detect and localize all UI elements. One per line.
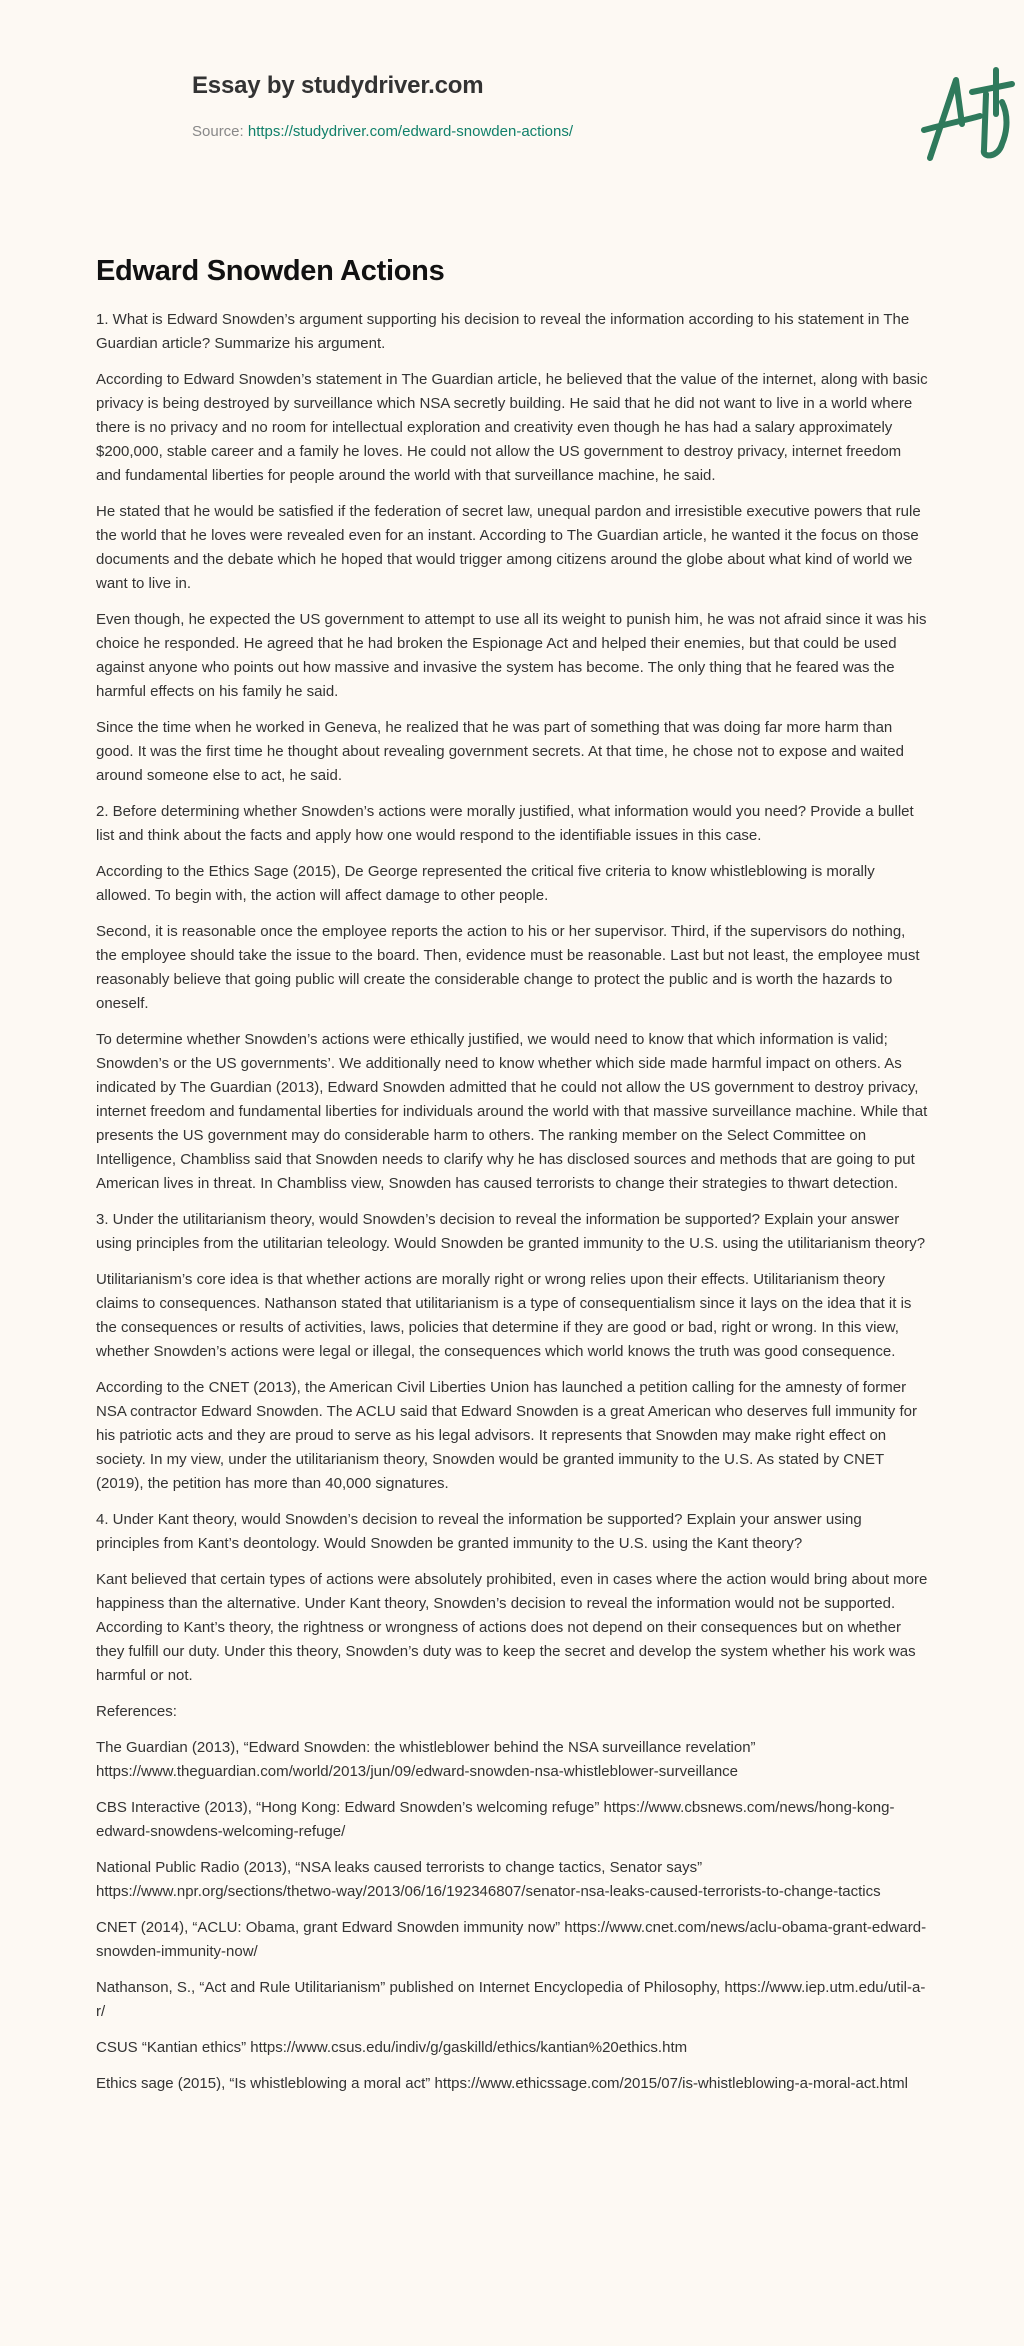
question-4: 4. Under Kant theory, would Snowden’s decision to reveal the information be supported? Explain your answer using principles from Kant’s deontology. Would Snowden be granted immunity to the U.S. using the Kant theory? [96,1511,862,1552]
document-body [96,308,928,2096]
question-3: 3. Under the utilitarianism theory, would Snowden’s decision to reveal the information be supported? Explain your answer using principles from the utilitarian teleology. Would Snowden be granted immunity to the U.S. using the utilitarianism theory? [96,1211,926,1252]
answer-paragraph: Since the time when he worked in Geneva, he realized that he was part of something that was doing far more harm than good. It was the first time he thought about revealing government secrets. At that time, he chose not to expose and waited around someone else to act, he said. [96,719,904,784]
reference-item: CBS Interactive (2013), “Hong Kong: Edward Snowden’s welcoming refuge” https://www.cbsnews.com/news/hong-kong-edward-snowdens-welcoming-refuge/ [96,1799,895,1840]
reference-item: CSUS “Kantian ethics” https://www.csus.edu/indiv/g/gaskilld/ethics/kantian%20ethics.htm [96,2039,688,2056]
question-1: 1. What is Edward Snowden’s argument supporting his decision to reveal the information according to his statement in The Guardian article? Summarize his argument. [96,311,910,352]
document-title: Edward Snowden Actions [96,255,445,287]
source-link[interactable]: https://studydriver.com/edward-snowden-actions/ [247,123,574,140]
source-label: Source: [192,123,248,140]
answer-paragraph: Second, it is reasonable once the employee reports the action to his or her supervisor. Third, if the supervisors do nothing, the employee should take the issue to the board. Then, evidence must be reasonable. Last but not least, the employee must reasonably believe that going public will create the considerable change to protect the public and is worth the hazards to oneself. [96,923,920,1012]
answer-paragraph: According to the CNET (2013), the American Civil Liberties Union has launched a petition calling for the amnesty of former NSA contractor Edward Snowden. The ACLU said that Edward Snowden is a great American who deserves full immunity for his patriotic acts and they are proud to serve as his legal advisors. It represents that Snowden may make right effect on society. In my view, under the utilitarianism theory, Snowden would be granted immunity to the U.S. As stated by CNET (2019), the petition has more than 40,000 signatures. [96,1379,917,1492]
a-plus-grade-icon [916,66,1024,166]
site-title: Essay by studydriver.com [192,72,484,99]
answer-paragraph: Utilitarianism’s core idea is that whether actions are morally right or wrong relies upon their effects. Utilitarianism theory claims to consequences. Nathanson stated that utilitarianism is a type of consequentialism since it lays on the idea that it is the consequences or results of activities, laws, policies that determine if they are good or bad, right or wrong. In this view, whether Snowden’s actions were legal or illegal, the consequences which world knows the truth was good consequence. [96,1271,912,1360]
question-2: 2. Before determining whether Snowden’s actions were morally justified, what information would you need? Provide a bullet list and think about the facts and apply how one would respond to the identifiable issues in this case. [96,803,914,844]
answer-paragraph: According to the Ethics Sage (2015), De George represented the critical five criteria to know whistleblowing is morally allowed. To begin with, the action will affect damage to other people. [96,863,875,904]
source-line [192,123,573,140]
references-list [96,1736,928,2096]
page-header [96,0,928,255]
reference-item: The Guardian (2013), “Edward Snowden: the whistleblower behind the NSA surveillance revelation” https://www.theguardian.com/world/2013/jun/09/edward-snowden-nsa-whistleblower-surveillance [96,1739,756,1780]
answer-paragraph: Even though, he expected the US government to attempt to use all its weight to punish him, he was not afraid since it was his choice he responded. He agreed that he had broken the Espionage Act and helped their enemies, but that could be used against anyone who points out how massive and invasive the system has become. The only thing that he feared was the harmful effects on his family he said. [96,611,927,700]
reference-item: National Public Radio (2013), “NSA leaks caused terrorists to change tactics, Senator says” https://www.npr.org/sections/thetwo-way/2013/06/16/192346807/senator-nsa-leaks-caused-terrorists-to-change-tactics [96,1859,881,1900]
answer-paragraph: To determine whether Snowden’s actions were ethically justified, we would need to know that which information is valid; Snowden’s or the US governments’. We additionally need to know whether which side made harmful impact on others. As indicated by The Guardian (2013), Edward Snowden admitted that he could not allow the US government to destroy privacy, internet freedom and fundamental liberties for individuals around the world with that massive surveillance machine. While that presents the US government may do considerable harm to others. The ranking member on the Select Committee on Intelligence, Chambliss said that Snowden needs to clarify why he has disclosed sources and methods that are going to put American lives in threat. In Chambliss view, Snowden has caused terrorists to change their strategies to thwart detection. [96,1031,928,1192]
answer-paragraph: According to Edward Snowden’s statement in The Guardian article, he believed that the value of the internet, along with basic privacy is being destroyed by surveillance which NSA secretly building. He said that he did not want to live in a world where there is no privacy and no room for intellectual exploration and creativity even though he has had a salary approximately $200,000, stable career and a family he loves. He could not allow the US government to destroy privacy, internet freedom and fundamental liberties for people around the world with that surveillance machine, he said. [96,371,928,484]
reference-item: Ethics sage (2015), “Is whistleblowing a moral act” https://www.ethicssage.com/2015/07/is-whistleblowing-a-moral-act.html [96,2075,908,2092]
answer-paragraph: Kant believed that certain types of actions were absolutely prohibited, even in cases where the action would bring about more happiness than the alternative. Under Kant theory, Snowden’s decision to reveal the information would not be supported. According to Kant’s theory, the rightness or wrongness of actions does not depend on their consequences but on whether they fulfill our duty. Under this theory, Snowden’s duty was to keep the secret and develop the system whether his work was harmful or not. [96,1571,928,1684]
references-heading: References: [96,1703,177,1720]
reference-item: CNET (2014), “ACLU: Obama, grant Edward Snowden immunity now” https://www.cnet.com/news/aclu-obama-grant-edward-snowden-immunity-now/ [96,1919,927,1960]
answer-paragraph: He stated that he would be satisfied if the federation of secret law, unequal pardon and irresistible executive powers that rule the world that he loves were revealed even for an instant. According to The Guardian article, he wanted it the focus on those documents and the debate which he hoped that would trigger among citizens around the globe about what kind of world we want to live in. [96,503,921,592]
reference-item: Nathanson, S., “Act and Rule Utilitarianism” published on Internet Encyclopedia of Philosophy, https://www.iep.utm.edu/util-a-r/ [96,1979,926,2020]
